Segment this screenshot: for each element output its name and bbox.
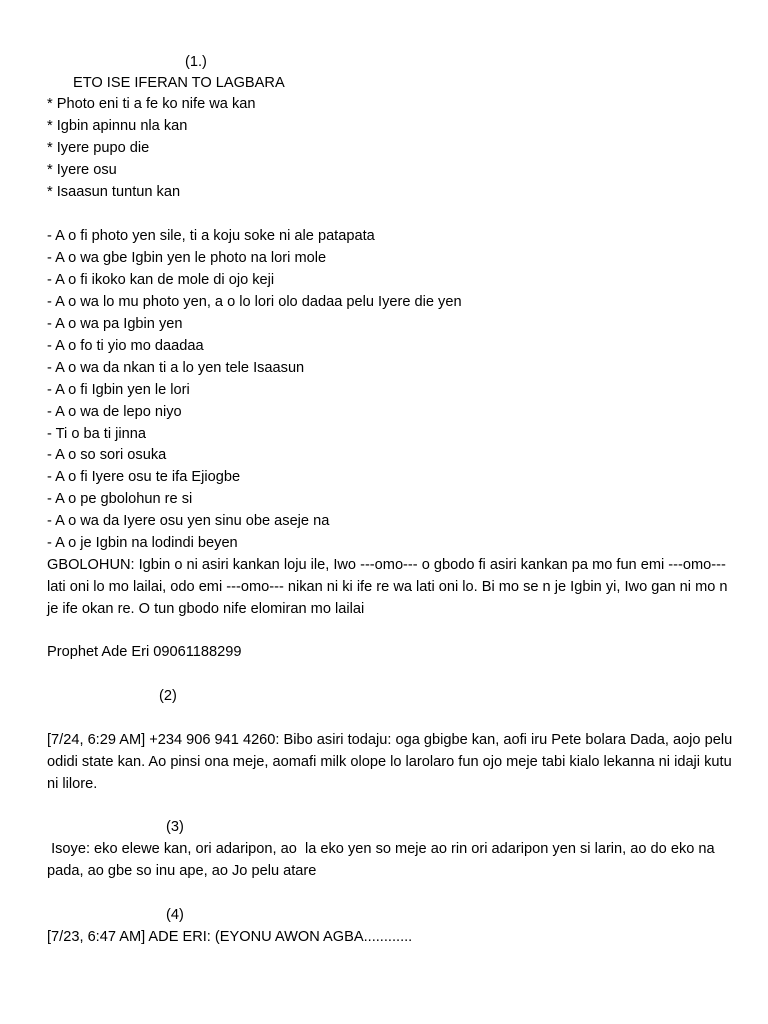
section-number-2: (2) xyxy=(159,688,177,704)
list-item: - Ti o ba ti jinna xyxy=(47,426,146,442)
list-item: - A o wa lo mu photo yen, a o lo lori olo dadaa pelu Iyere die yen xyxy=(47,294,462,310)
list-item: - A o wa pa Igbin yen xyxy=(47,316,183,332)
list-item: - A o so sori osuka xyxy=(47,447,167,463)
list-item: * Iyere pupo die xyxy=(47,140,150,156)
section-3-paragraph: Isoye: eko elewe kan, ori adaripon, ao la eko yen so meje ao rin ori adaripon yen si larin, ao do eko na pada, ao gbe so inu ape, ao Jo pelu atare xyxy=(47,841,719,879)
section-number-3: (3) xyxy=(166,819,184,835)
section-number-4: (4) xyxy=(166,907,184,923)
list-item: - A o wa gbe Igbin yen le photo na lori mole xyxy=(47,250,327,266)
section-title: ETO ISE IFERAN TO LAGBARA xyxy=(73,75,285,91)
list-item: - A o pe gbolohun re si xyxy=(47,491,193,507)
list-item: * Igbin apinnu nla kan xyxy=(47,118,188,134)
list-item: * Isaasun tuntun kan xyxy=(47,184,181,200)
list-item: - A o fo ti yio mo daadaa xyxy=(47,338,204,354)
list-item: * Photo eni ti a fe ko nife wa kan xyxy=(47,96,256,112)
section-number-1: (1.) xyxy=(185,54,207,70)
section-4-line: [7/23, 6:47 AM] ADE ERI: (EYONU AWON AGBA............ xyxy=(47,929,413,945)
section-2-paragraph: [7/24, 6:29 AM] +234 906 941 4260: Bibo asiri todaju: oga gbigbe kan, aofi iru Pete bolara Dada, aojo pelu odidi state kan. Ao pinsi ona meje, aomafi milk olope lo larolaro fun ojo meje tabi kialo lekanna ni idaji kutu ni lilore. xyxy=(47,732,733,792)
list-item: - A o wa da nkan ti a lo yen tele Isaasun xyxy=(47,360,305,376)
list-item: - A o fi Iyere osu te ifa Ejiogbe xyxy=(47,469,241,485)
list-item: - A o wa de lepo niyo xyxy=(47,404,182,420)
list-item: - A o je Igbin na lodindi beyen xyxy=(47,535,238,551)
list-item: - A o fi photo yen sile, ti a koju soke ni ale patapata xyxy=(47,228,375,244)
list-item: * Iyere osu xyxy=(47,162,117,178)
list-item: - A o fi Igbin yen le lori xyxy=(47,382,190,398)
gbolohun-paragraph: GBOLOHUN: Igbin o ni asiri kankan loju ile, Iwo ---omo--- o gbodo fi asiri kankan pa mo fun emi ---omo--- lati oni lo mo lailai, odo emi ---omo--- nikan ni ki ife re wa lati oni lo. Bi mo se n je Igbin yi, Iwo gan ni mo n je ife okan re. O tun gbodo nife elomiran mo lailai xyxy=(47,557,728,617)
list-item: - A o wa da Iyere osu yen sinu obe aseje na xyxy=(47,513,330,529)
contact-line: Prophet Ade Eri 09061188299 xyxy=(47,644,242,660)
list-item: - A o fi ikoko kan de mole di ojo keji xyxy=(47,272,275,288)
